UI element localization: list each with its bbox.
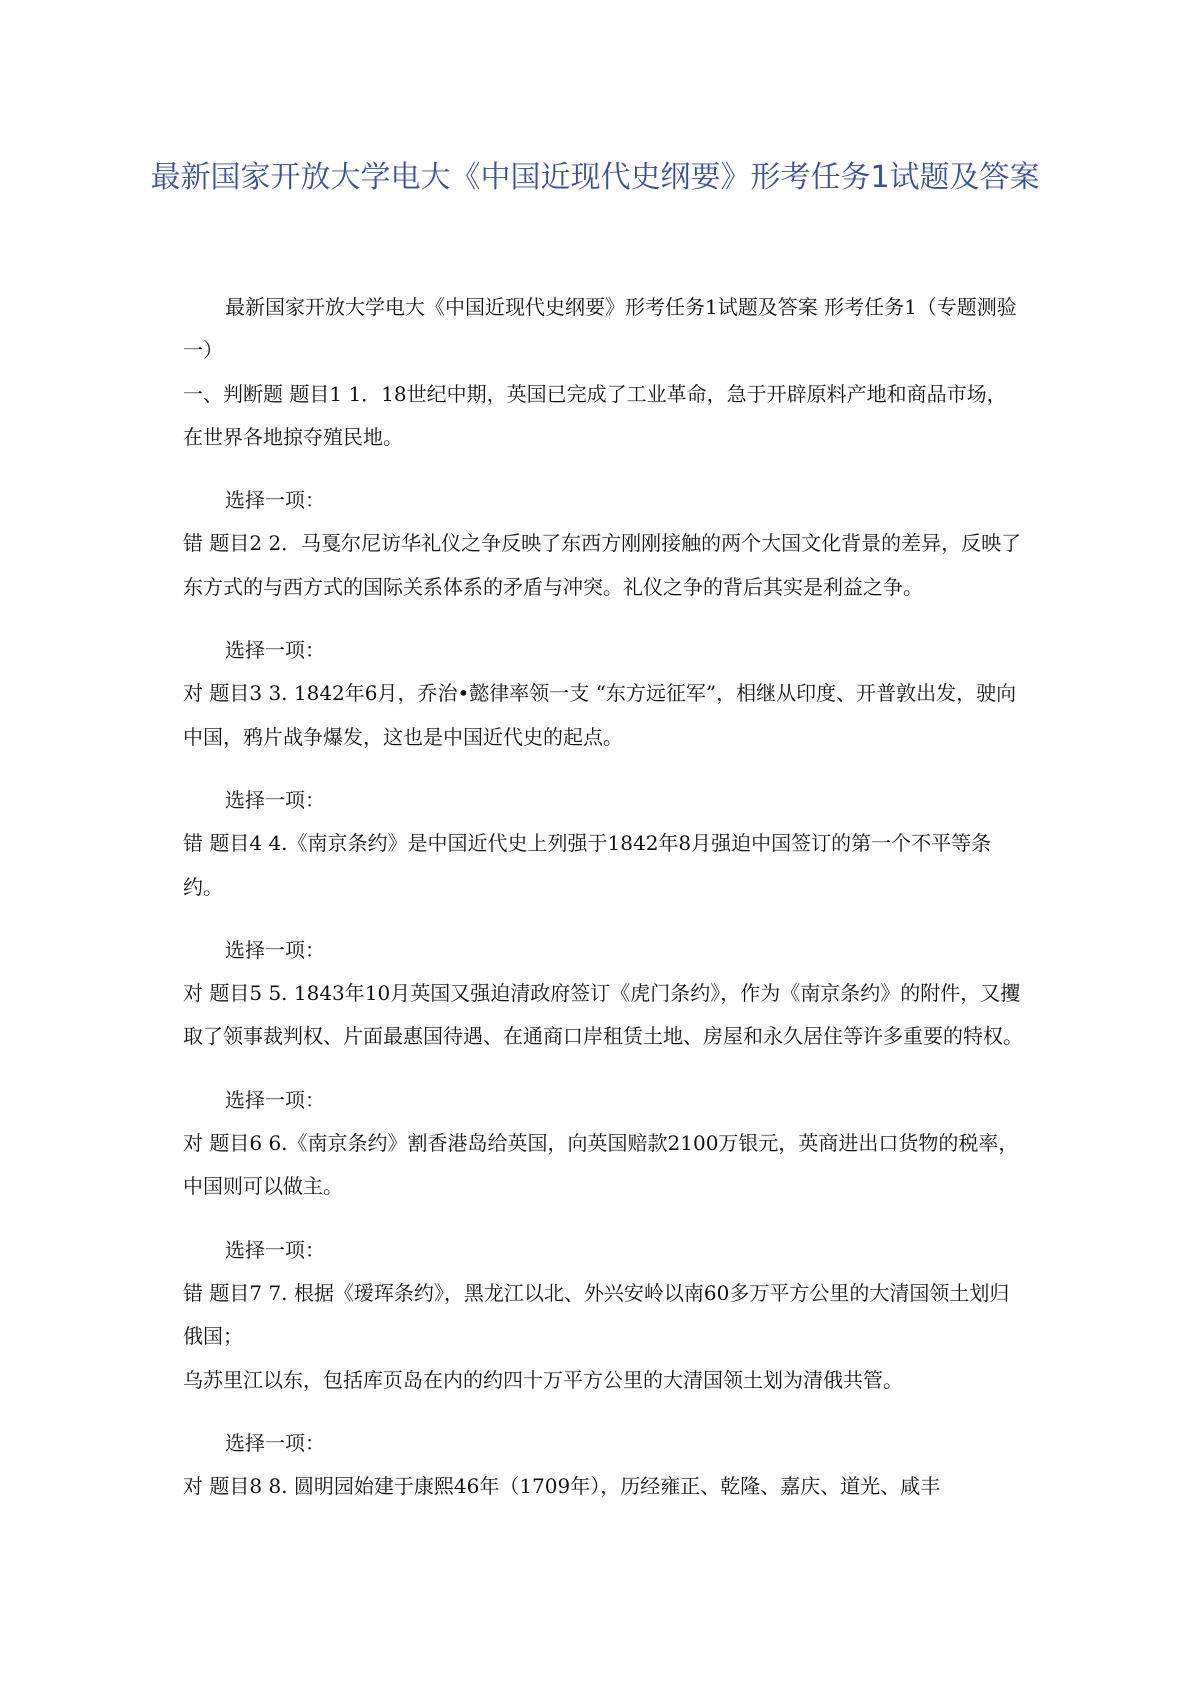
document-body: [183, 286, 1023, 1508]
choose-one-label: 选择一项：: [225, 937, 325, 962]
question-5: 对 题目5 5. 1843年10月英国又强迫清政府签订《虎门条约》，作为《南京条约》的附件，又攫取了领事裁判权、片面最惠国待遇、在通商口岸租赁土地、房屋和永久居住等许多重要的特权。: [183, 981, 1023, 1049]
choose-one-label: 选择一项：: [225, 1430, 325, 1455]
question-7-continued: 乌苏里江以东，包括库页岛在内的约四十万平方公里的大清国领土划为清俄共管。: [183, 1367, 903, 1392]
question-2: 错 题目2 2．马戛尔尼访华礼仪之争反映了东西方刚刚接触的两个大国文化背景的差异，反映了东方式的与西方式的国际关系体系的矛盾与冲突。礼仪之争的背后其实是利益之争。: [183, 531, 1022, 599]
question-3: 对 题目3 3. 1842年6月，乔治•懿律率领一支 “东方远征军”，相继从印度、开普敦出发，驶向中国，鸦片战争爆发，这也是中国近代史的起点。: [183, 681, 1017, 749]
document-title: 最新国家开放大学电大《中国近现代史纲要》形考任务1试题及答案: [150, 160, 1040, 195]
choose-one-label: 选择一项：: [225, 787, 325, 812]
question-4: 错 题目4 4.《南京条约》是中国近代史上列强于1842年8月强迫中国签订的第一个不平等条约。: [183, 831, 992, 899]
question-6: 对 题目6 6.《南京条约》割香港岛给英国，向英国赔款2100万银元，英商进出口货物的税率，中国则可以做主。: [183, 1131, 1019, 1199]
question-8: 对 题目8 8. 圆明园始建于康熙46年（1709年），历经雍正、乾隆、嘉庆、道光、咸丰: [183, 1474, 941, 1499]
choose-one-label: 选择一项：: [225, 488, 325, 513]
intro-paragraph: 最新国家开放大学电大《中国近现代史纲要》形考任务1试题及答案 形考任务1（专题测验一）: [183, 295, 1017, 363]
question-7: 错 题目7 7. 根据《瑷珲条约》，黑龙江以北、外兴安岭以南60多万平方公里的大清国领土划归俄国；: [183, 1280, 1010, 1349]
question-1: 一、判断题 题目1 1．18世纪中期，英国已完成了工业革命，急于开辟原料产地和商品市场，在世界各地掠夺殖民地。: [183, 381, 1007, 449]
choose-one-label: 选择一项：: [225, 1087, 325, 1112]
choose-one-label: 选择一项：: [225, 638, 325, 663]
choose-one-label: 选择一项：: [225, 1237, 325, 1262]
